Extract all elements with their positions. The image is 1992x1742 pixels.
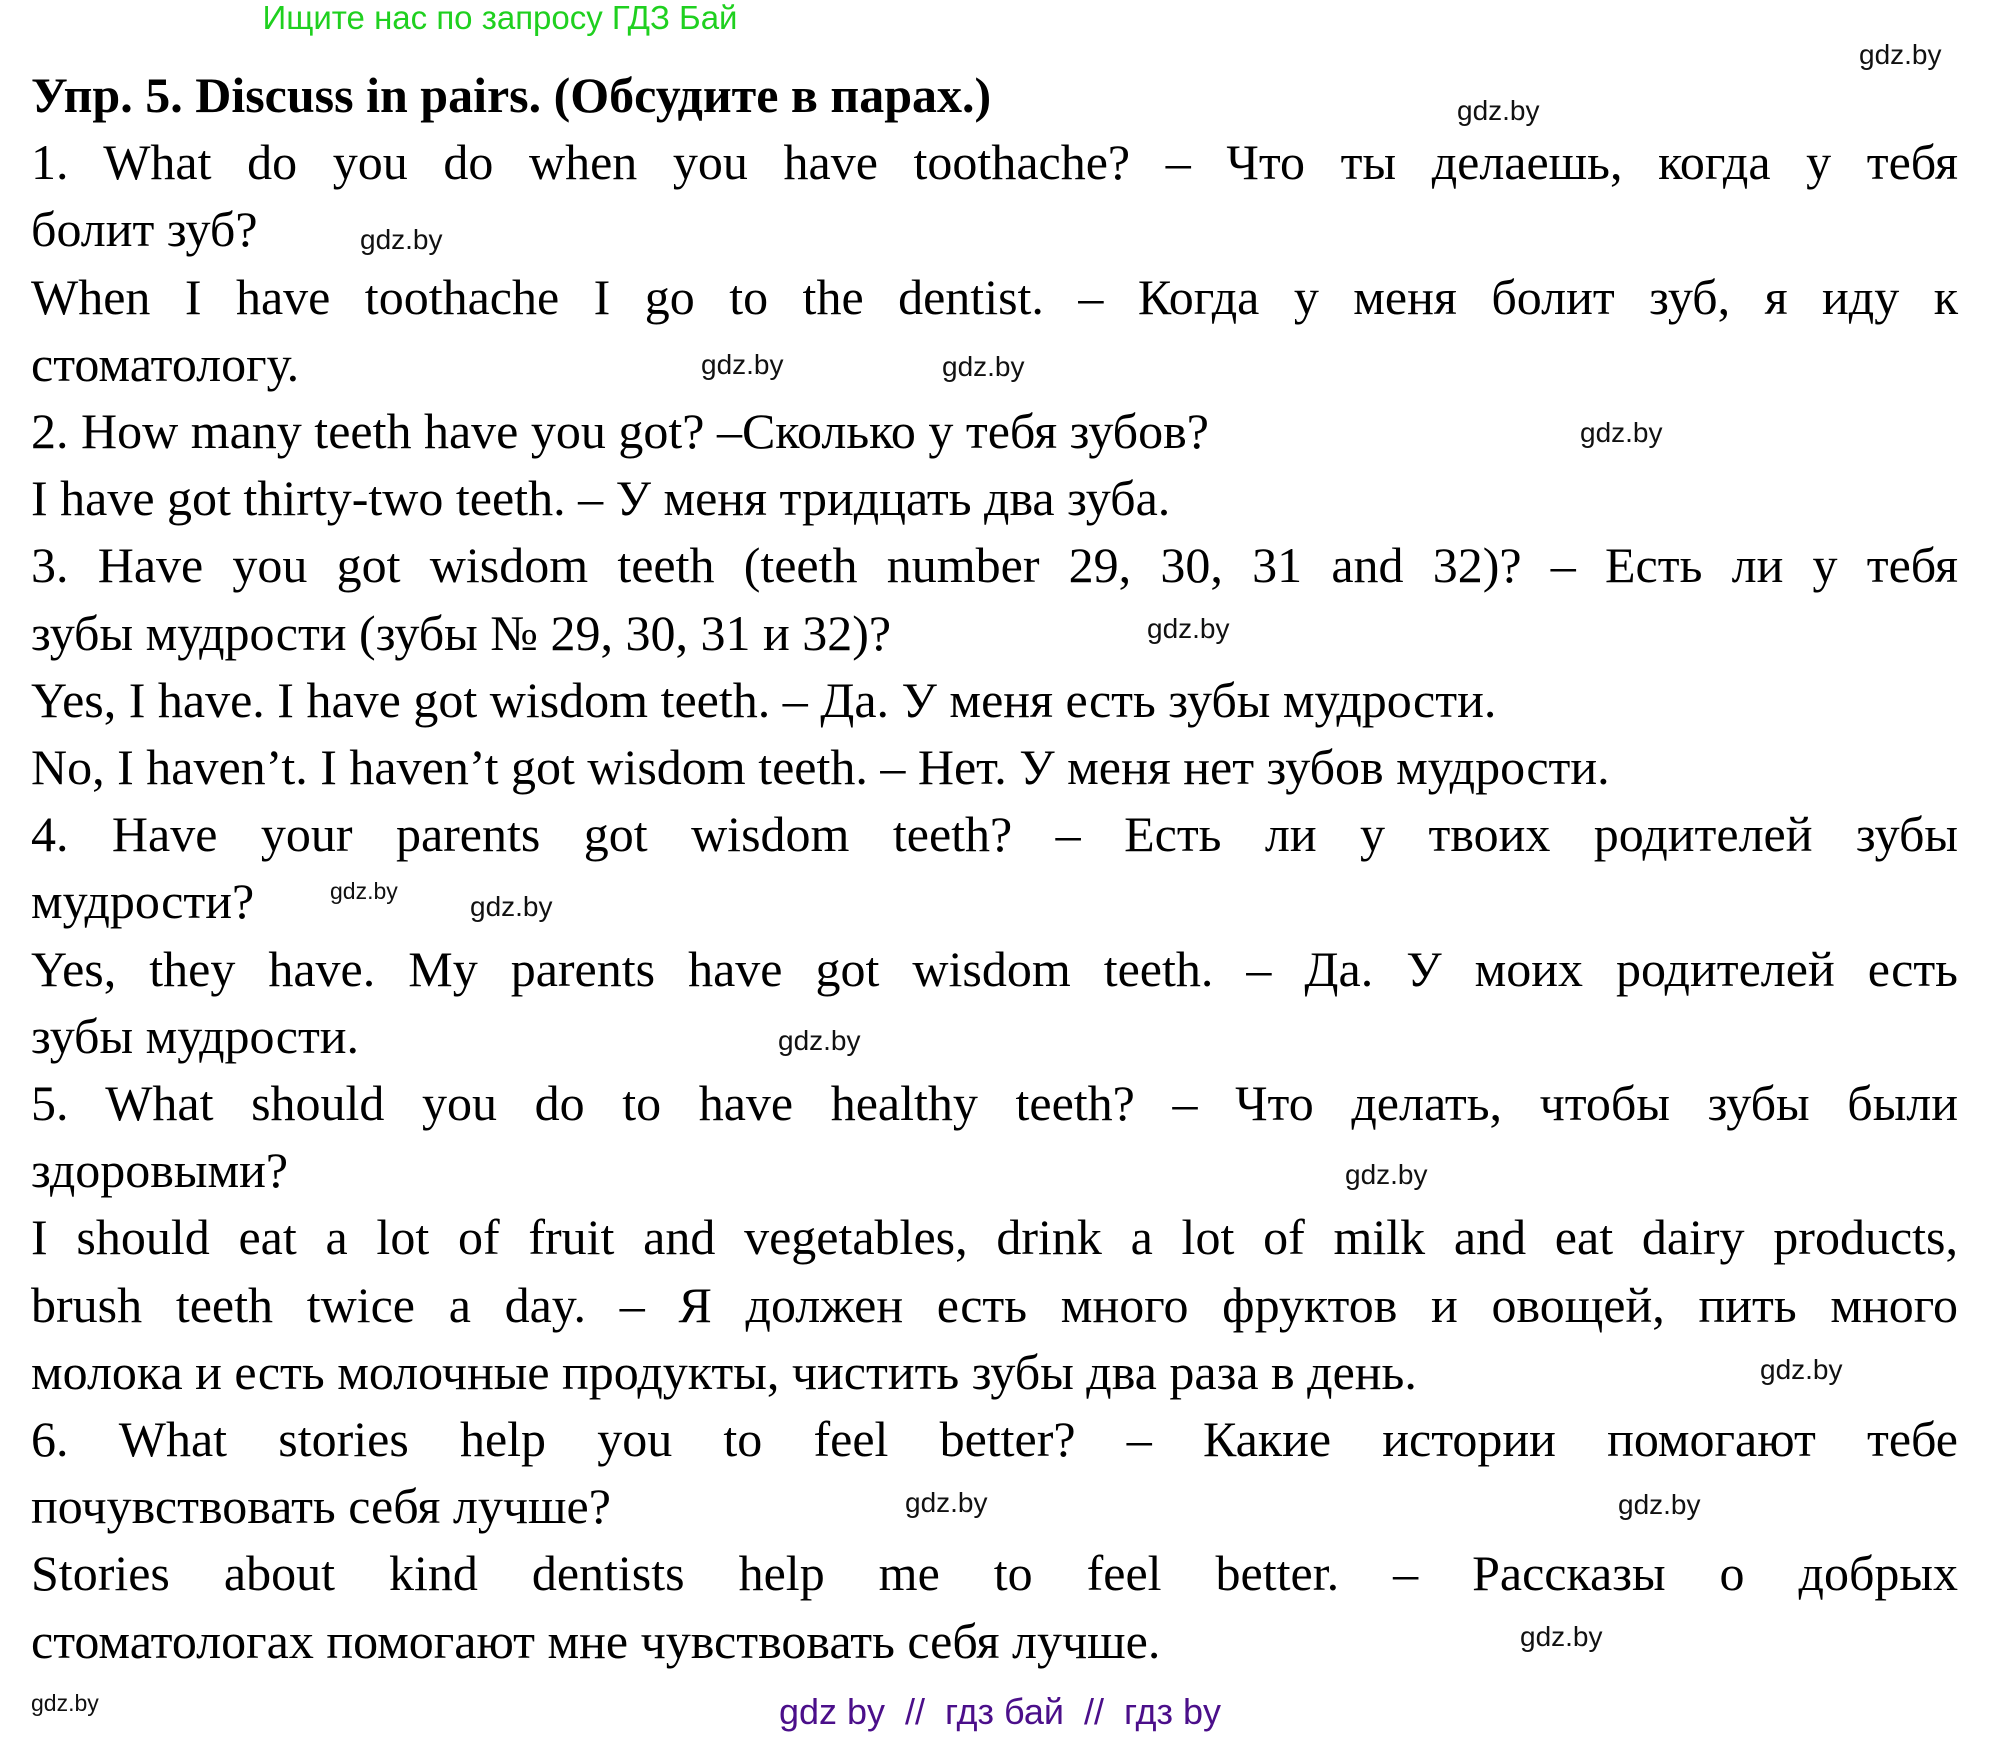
watermark-text: gdz.by xyxy=(1618,1489,1701,1520)
paragraph-1-line: 1. What do you do when you have toothache? – Что ты делаешь, когда у тебя xyxy=(31,134,1958,191)
paragraph-13-line: стоматологах помогают мне чувствовать себя лучше. xyxy=(31,1612,1161,1669)
watermark-text: gdz.by xyxy=(778,1025,861,1056)
paragraph-5-line: зубы мудрости (зубы № 29, 30, 31 и 32)? xyxy=(31,604,892,661)
paragraph-1-line: болит зуб? xyxy=(31,201,258,258)
paragraph-11-line: молока и есть молочные продукты, чистить зубы два раза в день. xyxy=(31,1343,1417,1400)
paragraph-2-line: When I have toothache I go to the dentist. – Когда у меня болит зуб, я иду к xyxy=(31,268,1958,325)
promo-banner: Ищите нас по запросу ГДЗ Бай xyxy=(262,0,738,36)
watermark-text: gdz.by xyxy=(1147,613,1230,644)
footer-links: gdz by // гдз бай // гдз by xyxy=(778,1691,1222,1732)
paragraph-13-line: Stories about kind dentists help me to feel better. – Рассказы о добрых xyxy=(31,1545,1958,1602)
paragraph-10-line: здоровыми? xyxy=(31,1142,289,1199)
paragraph-4-line: I have got thirty-two teeth. – У меня тридцать два зуба. xyxy=(31,470,1171,527)
watermark-text: gdz.by xyxy=(1345,1159,1428,1190)
paragraph-5-line: 3. Have you got wisdom teeth (teeth number 29, 30, 31 and 32)? – Есть ли у тебя xyxy=(31,537,1958,594)
watermark-text: gdz.by xyxy=(360,224,443,255)
paragraph-9-line: Yes, they have. My parents have got wisdom teeth. – Да. У моих родителей есть xyxy=(31,940,1958,997)
paragraph-11-line: I should eat a lot of fruit and vegetables, drink a lot of milk and eat dairy products, xyxy=(31,1209,1958,1266)
paragraph-8-line: 4. Have your parents got wisdom teeth? – Есть ли у твоих родителей зубы xyxy=(31,806,1958,863)
watermark-text: gdz.by xyxy=(1520,1621,1603,1652)
watermark-text: gdz.by xyxy=(330,878,398,904)
watermark-text: gdz.by xyxy=(1859,39,1942,70)
paragraph-9-line: зубы мудрости. xyxy=(31,1007,360,1064)
paragraph-12-line: 6. What stories help you to feel better? – Какие истории помогают тебе xyxy=(31,1411,1958,1467)
paragraph-10-line: 5. What should you do to have healthy teeth? – Что делать, чтобы зубы были xyxy=(31,1075,1958,1131)
paragraph-6-line: Yes, I have. I have got wisdom teeth. – Да. У меня есть зубы мудрости. xyxy=(31,671,1497,728)
watermark-text: gdz.by xyxy=(1457,95,1540,126)
paragraph-11-line: brush teeth twice a day. – Я должен есть много фруктов и овощей, пить много xyxy=(31,1276,1958,1333)
paragraph-12-line: почувствовать себя лучше? xyxy=(31,1478,611,1535)
watermark-text: gdz.by xyxy=(1580,417,1663,448)
watermark-text: gdz.by xyxy=(1760,1354,1843,1385)
watermark-text: gdz.by xyxy=(470,891,553,922)
watermark-text: gdz.by xyxy=(701,349,784,380)
paragraph-7-line: No, I haven’t. I haven’t got wisdom teeth. – Нет. У меня нет зубов мудрости. xyxy=(31,739,1610,795)
paragraph-3-line: 2. How many teeth have you got? –Сколько у тебя зубов? xyxy=(31,403,1209,459)
paragraph-8-line: мудрости? xyxy=(31,873,255,930)
paragraph-2-line: стоматологу. xyxy=(31,335,300,392)
watermark-text: gdz.by xyxy=(31,1690,99,1716)
watermark-text: gdz.by xyxy=(905,1487,988,1518)
watermark-text: gdz.by xyxy=(942,351,1025,382)
exercise-title: Упр. 5. Discuss in pairs. (Обсудите в парах.) xyxy=(31,67,992,123)
